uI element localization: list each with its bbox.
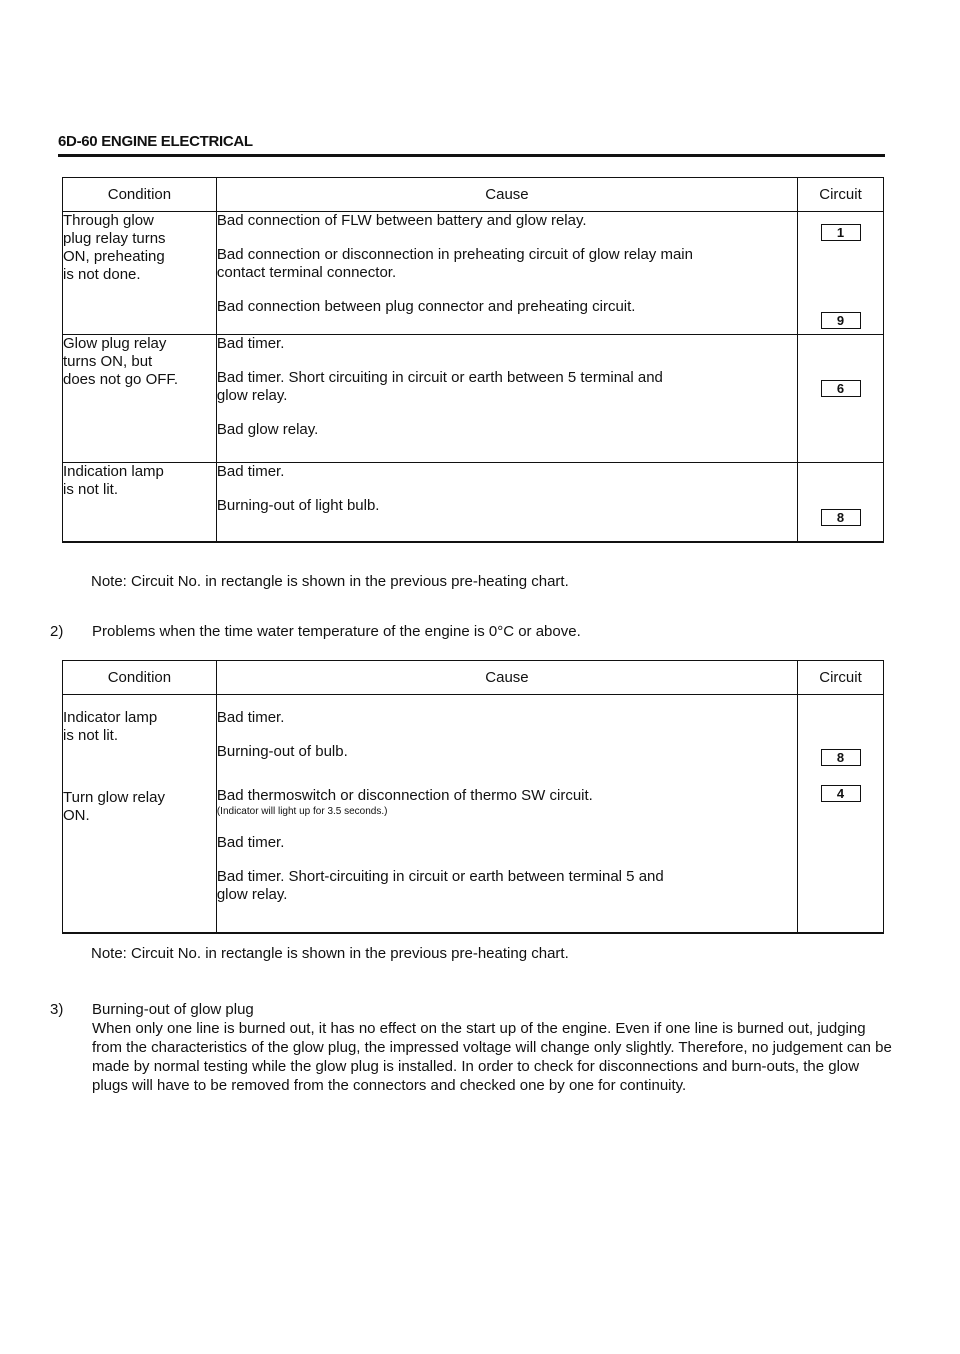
circuit-cell <box>798 212 884 335</box>
cause-text: Bad timer. Short-circuiting in circuit or earth between terminal 5 and glow relay. <box>216 868 664 903</box>
cause-cell <box>216 463 797 542</box>
cause-text: Bad connection of FLW between battery and glow relay. <box>216 212 587 229</box>
cause-text: Bad timer. <box>216 709 285 726</box>
cause-text: Bad connection between plug connector and preheating circuit. <box>216 298 636 315</box>
condition-text: Through glow plug relay turns ON, preheating is not done. <box>63 212 166 283</box>
condition-table-2 <box>62 660 884 934</box>
section-number: 2) <box>50 623 64 640</box>
condition-text: Indicator lamp is not lit. <box>63 709 158 744</box>
header-circuit: Circuit <box>798 178 884 212</box>
cause-subnote: (Indicator will light up for 3.5 seconds.) <box>216 806 388 817</box>
condition-text: Glow plug relay turns ON, but does not go OFF. <box>63 335 179 388</box>
circuit-number-box: 1 <box>821 224 861 241</box>
cause-cell <box>216 212 797 335</box>
cause-text: Bad glow relay. <box>216 421 319 438</box>
header-condition: Condition <box>63 178 217 212</box>
circuit-number-box: 8 <box>821 509 861 526</box>
circuit-number-box: 4 <box>821 785 861 802</box>
section-title: Burning-out of glow plug <box>92 1001 254 1018</box>
circuit-cell <box>798 335 884 463</box>
section-text: Problems when the time water temperature of the engine is 0°C or above. <box>92 623 581 640</box>
condition-text: Turn glow relay ON. <box>63 789 165 824</box>
table-note: Note: Circuit No. in rectangle is shown in the previous pre-heating chart. <box>91 945 569 962</box>
table-note: Note: Circuit No. in rectangle is shown in the previous pre-heating chart. <box>91 573 569 590</box>
header-cause: Cause <box>216 178 797 212</box>
cause-text: Bad timer. Short circuiting in circuit or earth between 5 terminal and glow relay. <box>216 369 663 404</box>
cause-text: Bad timer. <box>216 463 285 480</box>
page-header-title: 6D-60 ENGINE ELECTRICAL <box>58 133 253 150</box>
circuit-cell <box>798 695 884 933</box>
header-cause: Cause <box>216 661 797 695</box>
cause-cell <box>216 695 797 933</box>
header-rule <box>58 154 885 157</box>
section-2 <box>50 622 892 641</box>
cause-text: Bad connection or disconnection in preheating circuit of glow relay main contact terminal connector. <box>216 246 693 281</box>
section-paragraph: When only one line is burned out, it has no effect on the start up of the engine. Even if one line is burned out, judging from the characteristics of the glow plug, the impressed voltage will change only slightly. Therefore, no judgement can be made by normal testing while the glow plug is installed. In order to check for disconnections and burn-outs, the glow plugs will have to be removed from the connectors and checked one by one for continuity. <box>92 1020 892 1094</box>
section-3 <box>50 1000 892 1095</box>
circuit-number-box: 9 <box>821 312 861 329</box>
cause-text: Bad thermoswitch or disconnection of thermo SW circuit. <box>216 787 593 804</box>
condition-cell <box>63 335 217 463</box>
condition-cell <box>63 212 217 335</box>
header-condition: Condition <box>63 661 217 695</box>
circuit-cell <box>798 463 884 542</box>
circuit-number-box: 6 <box>821 380 861 397</box>
condition-cell <box>63 695 217 933</box>
condition-cell <box>63 463 217 542</box>
cause-text: Burning-out of light bulb. <box>216 497 380 514</box>
header-circuit: Circuit <box>798 661 884 695</box>
condition-table-1 <box>62 177 884 543</box>
cause-text: Bad timer. <box>216 834 285 851</box>
section-number: 3) <box>50 1001 64 1018</box>
circuit-number-box: 8 <box>821 749 861 766</box>
cause-text: Bad timer. <box>216 335 285 352</box>
cause-text: Burning-out of bulb. <box>216 743 348 760</box>
condition-text: Indication lamp is not lit. <box>63 463 164 498</box>
cause-cell <box>216 335 797 463</box>
